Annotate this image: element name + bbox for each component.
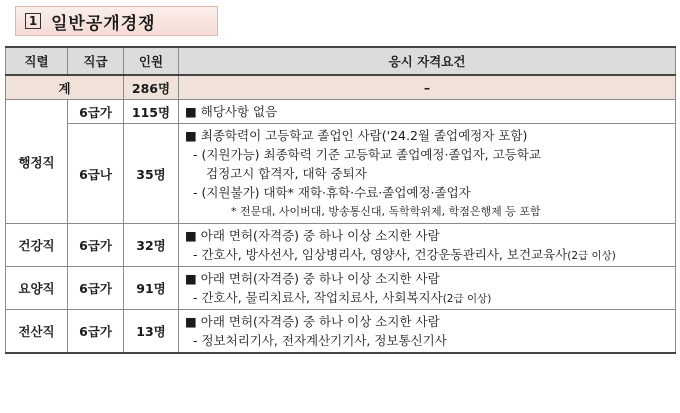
count-cell: 115명 xyxy=(124,100,179,124)
count-cell: 91명 xyxy=(124,267,179,310)
requirements-cell xyxy=(179,310,676,354)
total-label: 계 xyxy=(6,75,124,100)
requirement-line: - 정보처리기사, 전자계산기기사, 정보통신기사 xyxy=(193,333,447,348)
grade-cell: 6급가 xyxy=(68,224,124,267)
requirement-line: ■ 아래 면허(자격증) 중 하나 이상 소지한 사람 xyxy=(185,271,440,286)
total-requirements: – xyxy=(179,75,676,100)
table-row xyxy=(6,124,676,224)
grade-cell: 6급가 xyxy=(68,267,124,310)
count-cell: 13명 xyxy=(124,310,179,354)
header-row xyxy=(6,47,676,75)
grade-cell: 6급가 xyxy=(68,100,124,124)
section-heading xyxy=(15,6,218,36)
recruitment-table xyxy=(5,46,676,354)
header-requirements: 응시 자격요건 xyxy=(179,47,676,75)
grade-cell: 6급나 xyxy=(68,124,124,224)
series-health: 건강직 xyxy=(6,224,68,267)
requirements-cell xyxy=(179,267,676,310)
header-count: 인원 xyxy=(124,47,179,75)
requirement-line: 검정고시 합격자, 대학 중퇴자 xyxy=(206,166,367,181)
series-it: 전산직 xyxy=(6,310,68,354)
requirements-cell xyxy=(179,100,676,124)
requirement-line: ■ 아래 면허(자격증) 중 하나 이상 소지한 사람 xyxy=(185,228,440,243)
requirement-line: - 간호사, 방사선사, 임상병리사, 영양사, 건강운동관리사, 보건교육사(2급 이상) xyxy=(193,247,616,262)
grade-cell: 6급가 xyxy=(68,310,124,354)
total-row xyxy=(6,75,676,100)
requirement-line: ■ 최종학력이 고등학교 졸업인 사람('24.2월 졸업예정자 포함) xyxy=(185,128,528,143)
header-series: 직렬 xyxy=(6,47,68,75)
requirement-line: ■ 해당사항 없음 xyxy=(185,104,278,119)
count-cell: 35명 xyxy=(124,124,179,224)
section-number: 1 xyxy=(25,13,41,29)
header-grade: 직급 xyxy=(68,47,124,75)
requirement-line: - (지원가능) 최종학력 기준 고등학교 졸업예정·졸업자, 고등학교 xyxy=(193,147,541,162)
series-care: 요양직 xyxy=(6,267,68,310)
grade-note: (2급 이상) xyxy=(442,293,492,305)
requirements-cell xyxy=(179,124,676,224)
requirement-line: ■ 아래 면허(자격증) 중 하나 이상 소지한 사람 xyxy=(185,314,440,329)
total-count: 286명 xyxy=(124,75,179,100)
section-title: 일반공개경쟁 xyxy=(51,13,156,34)
table-row xyxy=(6,224,676,267)
requirement-note: * 전문대, 사이버대, 방송통신대, 독학학위제, 학점은행제 등 포함 xyxy=(231,205,541,218)
table-row xyxy=(6,310,676,354)
requirements-cell xyxy=(179,224,676,267)
table-row xyxy=(6,100,676,124)
series-admin: 행정직 xyxy=(6,100,68,224)
count-cell: 32명 xyxy=(124,224,179,267)
requirement-line: - (지원불가) 대학* 재학·휴학·수료·졸업예정·졸업자 xyxy=(193,185,471,200)
requirement-line: - 간호사, 물리치료사, 작업치료사, 사회복지사(2급 이상) xyxy=(193,290,492,305)
grade-note: (2급 이상) xyxy=(567,250,616,262)
table-row xyxy=(6,267,676,310)
